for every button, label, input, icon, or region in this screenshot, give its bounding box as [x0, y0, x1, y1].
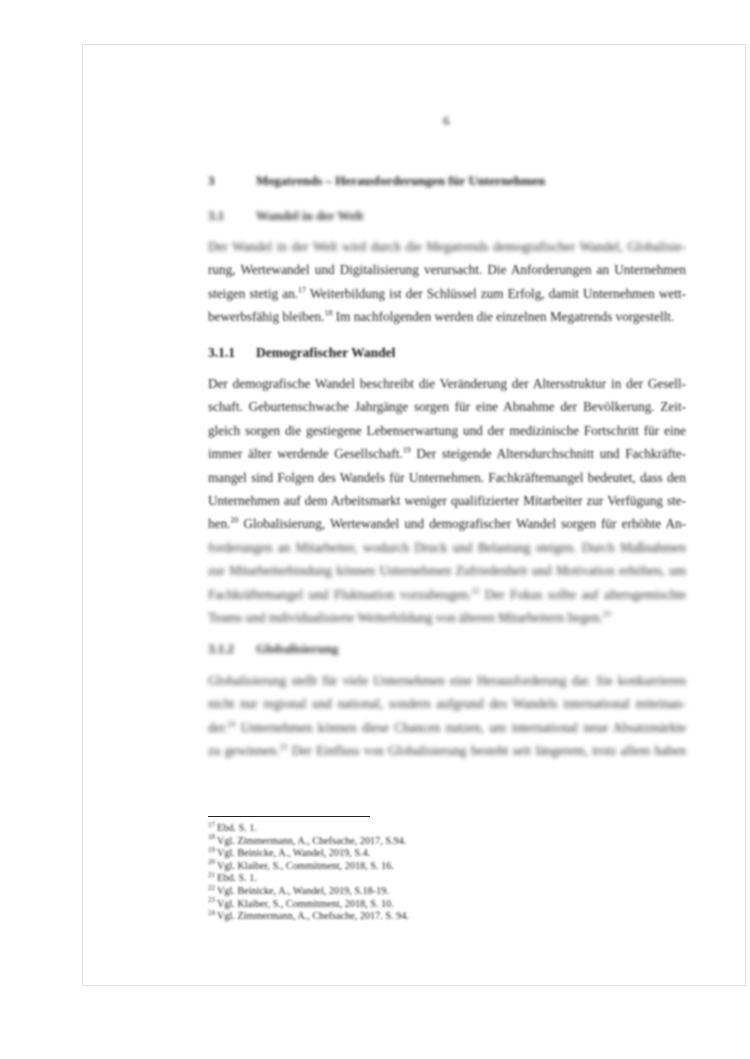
- footnote-text: Vgl. Beinicke, A., Wandel, 2019, S.4.: [217, 848, 371, 860]
- intro-paragraph: [208, 235, 686, 329]
- text-fragment: hen.: [208, 516, 231, 532]
- text-fragment: immer älter werdende Gesellschaft.: [208, 446, 403, 462]
- footnote-ref: 23: [602, 609, 611, 619]
- footnote-separator: [208, 816, 370, 817]
- subsection-number: 3.1.1: [208, 345, 235, 360]
- footnote-text: Ebd. S. 1.: [217, 823, 257, 834]
- footnote-text: Ebd. S. 1.: [217, 873, 257, 885]
- text-fragment: zu gewinnen.: [208, 743, 280, 759]
- subsection-number: 3.1.2: [208, 641, 234, 656]
- text-line: [208, 305, 686, 328]
- footnote: [208, 820, 409, 836]
- footnotes: [208, 820, 409, 924]
- text-line: [208, 282, 686, 305]
- text-fragment: Globalisierung, Wertewandel und demografischer Wandel sorgen für erhöhte An-: [243, 516, 686, 532]
- text-line: gleich sorgen die gestiegene Lebenserwartung und der medizinische Fortschritt für eine: [208, 422, 686, 438]
- text-fragment: bewerbsfähig bleiben.: [208, 309, 325, 325]
- chapter-number: 3: [208, 173, 215, 188]
- footnote-ref: 25: [279, 742, 288, 752]
- footnote-ref: 22: [471, 586, 480, 596]
- footnote-number: 17: [208, 820, 215, 829]
- footnote-ref: 17: [297, 285, 306, 295]
- text-fragment: der.: [208, 719, 228, 735]
- text-line: zur Mitarbeiterbindung können Unternehmen Zufriedenheit und Motivation erhöhen, um: [208, 563, 686, 579]
- section-title: Wandel in der Welt: [256, 208, 364, 223]
- footnote: [208, 896, 409, 912]
- footnote: [208, 883, 409, 899]
- section-number: 3.1: [208, 208, 225, 223]
- footnote: [208, 858, 409, 874]
- text-line: [208, 583, 686, 606]
- text-fragment: Unternehmen können diese Chancen nutzen, um international neue Absatzmärkte: [240, 719, 686, 735]
- text-fragment: Weiterbildung ist der Schlüssel zum Erfolg, damit Unternehmen wett-: [309, 285, 686, 301]
- footnote-number: 20: [208, 858, 215, 867]
- text-fragment: steigen stetig an.: [208, 285, 298, 301]
- footnote: [208, 870, 409, 886]
- text-line: schaft. Geburtenschwache Jahrgänge sorgen für eine Abnahme der Bevölkerung. Zeit-: [208, 399, 686, 415]
- text-line: Der Wandel in der Welt wird durch die Megatrends demografischer Wandel, Globalisie-: [208, 239, 686, 254]
- footnote: [208, 845, 409, 861]
- footnote-number: 19: [208, 845, 215, 854]
- footnote-number: 22: [208, 883, 215, 892]
- text-line: rung, Wertewandel und Digitalisierung verursacht. Die Anforderungen an Unternehmen: [208, 262, 686, 278]
- footnote-number: 23: [208, 896, 215, 905]
- subsection-title: Globalisierung: [256, 641, 339, 656]
- text-line: [208, 512, 686, 535]
- footnote-text: Vgl. Zimmermann, A., Chefsache, 2017. S. 94.: [217, 911, 409, 923]
- text-line: mangel sind Folgen des Wandels für Unternehmen. Fachkräftemangel bedeutet, dass den: [208, 469, 686, 485]
- footnote-text: Vgl. Beinicke, A., Wandel, 2019, S.18-19.: [217, 885, 389, 897]
- chapter-heading: [208, 173, 688, 189]
- footnote-number: 18: [208, 833, 215, 842]
- text-line: forderungen an Mitarbeiter, wodurch Druck und Belastung steigen. Durch Maßnahmen: [208, 539, 686, 555]
- footnote-ref: 24: [227, 719, 236, 729]
- text-line: Der demografische Wandel beschreibt die Veränderung der Altersstruktur in der Gesell-: [208, 376, 686, 391]
- document-page: [82, 44, 746, 986]
- text-fragment: Der Fokus sollte auf altersgemischte: [484, 586, 686, 602]
- footnote-text: Vgl. Klaiber, S., Commitment, 2018, S. 10.: [217, 898, 394, 910]
- text-fragment: Im nachfolgenden werden die einzelnen Megatrends vorgestellt.: [335, 309, 675, 325]
- subsection-heading: [208, 641, 338, 657]
- subsection-heading: [208, 345, 395, 361]
- text-fragment: Der Einfluss von Globalisierung besteht seit längerem, trotz allem haben: [291, 743, 686, 759]
- text-fragment: Fachkräftemangel und Fluktuation vorzubeugen.: [208, 586, 472, 602]
- text-line: [208, 739, 686, 762]
- text-line: [208, 716, 686, 739]
- footnote-text: Vgl. Klaiber, S., Commitment, 2018, S. 16.: [217, 860, 394, 872]
- section-heading: [208, 208, 688, 224]
- chapter-title: Megatrends – Herausforderungen für Unternehmen: [256, 173, 546, 188]
- footnote-text: Vgl. Zimmermann, A., Chefsache, 2017, S.94.: [217, 835, 407, 847]
- text-line: [208, 606, 686, 629]
- text-line: Unternehmen auf dem Arbeitsmarkt weniger qualifizierter Mitarbeiter zur Verfügung ste-: [208, 492, 686, 508]
- footnote-ref: 19: [402, 445, 411, 455]
- subsection-title: Demografischer Wandel: [256, 345, 396, 360]
- footnote-ref: 20: [230, 515, 239, 525]
- demografie-paragraph: [208, 372, 686, 629]
- text-line: [208, 442, 686, 465]
- text-line: Globalisierung stellt für viele Unternehmen eine Herausforderung dar. Sie konkurrieren: [208, 673, 686, 688]
- footnote-number: 24: [208, 908, 215, 917]
- footnote: [208, 908, 409, 924]
- text-line: nicht nur regional und national, sondern aufgrund des Wandels international miteinan-: [208, 696, 686, 712]
- globalisierung-paragraph: [208, 669, 686, 763]
- text-fragment: Teams und individualisierte Weiterbildung von älteren Mitarbeitern liegen.: [208, 609, 603, 625]
- footnote: [208, 833, 409, 849]
- footnote-number: 21: [208, 870, 215, 879]
- footnote-ref: 18: [324, 308, 333, 318]
- page-number: 6: [443, 113, 450, 128]
- text-fragment: Der steigende Altersdurchschnitt und Fachkräfte-: [416, 446, 686, 462]
